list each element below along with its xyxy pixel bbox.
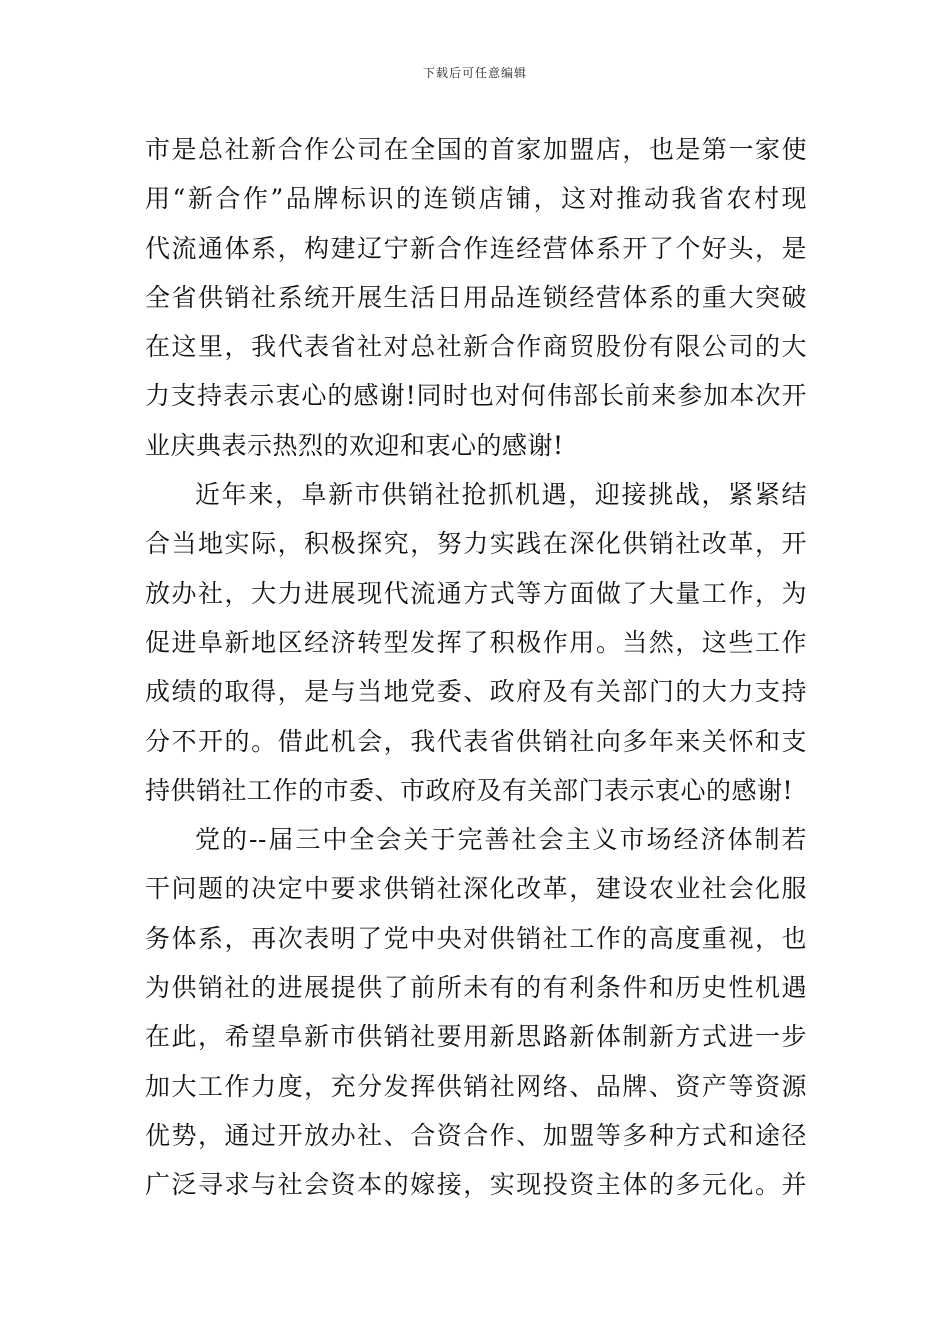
text-line: 市是总社新合作公司在全国的首家加盟店，也是第一家使 [145,135,807,164]
text-line: 成绩的取得，是与当地党委、政府及有关部门的大力支持 [145,677,807,707]
text-line: 为供销社的进展提供了前所未有的有利条件和历史性机遇 [145,973,807,1003]
text-line: 在这里，我代表省社对总社新合作商贸股份有限公司的大 [145,332,807,362]
text-line: 在此，希望阜新市供销社要用新思路新体制新方式进一步 [145,1022,807,1052]
text-line: 全省供销社系统开展生活日用品连锁经营体系的重大突破 [145,282,807,312]
text-line: 合当地实际，积极探究，努力实践在深化供销社改革，开 [145,529,807,559]
text-line: 放办社，大力进展现代流通方式等方面做了大量工作，为 [145,578,807,608]
text-line: 促进阜新地区经济转型发挥了积极作用。当然，这些工作 [145,627,807,657]
text-line: 业庆典表示热烈的欢迎和衷心的感谢! [145,430,564,460]
text-line: 力支持表示衷心的感谢!同时也对何伟部长前来参加本次开 [145,381,807,411]
text-line: 加大工作力度，充分发挥供销社网络、品牌、资产等资源 [145,1071,807,1101]
body-text [145,125,807,1210]
text-line: 用“新合作”品牌标识的连锁店铺，这对推动我省农村现 [145,184,807,214]
text-line: 干问题的决定中要求供销社深化改革，建设农业社会化服 [145,874,807,904]
text-line: 代流通体系，构建辽宁新合作连经营体系开了个好头，是 [145,233,807,263]
text-line: 优势，通过开放办社、合资合作、加盟等多种方式和途径 [145,1120,807,1150]
page-header: 下载后可任意编辑 [422,66,527,80]
paragraph-first-line: 近年来，阜新市供销社抢抓机遇，迎接挑战，紧紧结 [195,480,807,510]
text-line: 广泛寻求与社会资本的嫁接，实现投资主体的多元化。并 [145,1170,807,1200]
text-line: 分不开的。借此机会，我代表省供销社向多年来关怀和支 [145,726,807,756]
text-line: 持供销社工作的市委、市政府及有关部门表示衷心的感谢! [145,775,794,805]
paragraph-first-line: 党的--届三中全会关于完善社会主义市场经济体制若 [195,825,807,855]
text-line: 务体系，再次表明了党中央对供销社工作的高度重视，也 [145,923,807,953]
